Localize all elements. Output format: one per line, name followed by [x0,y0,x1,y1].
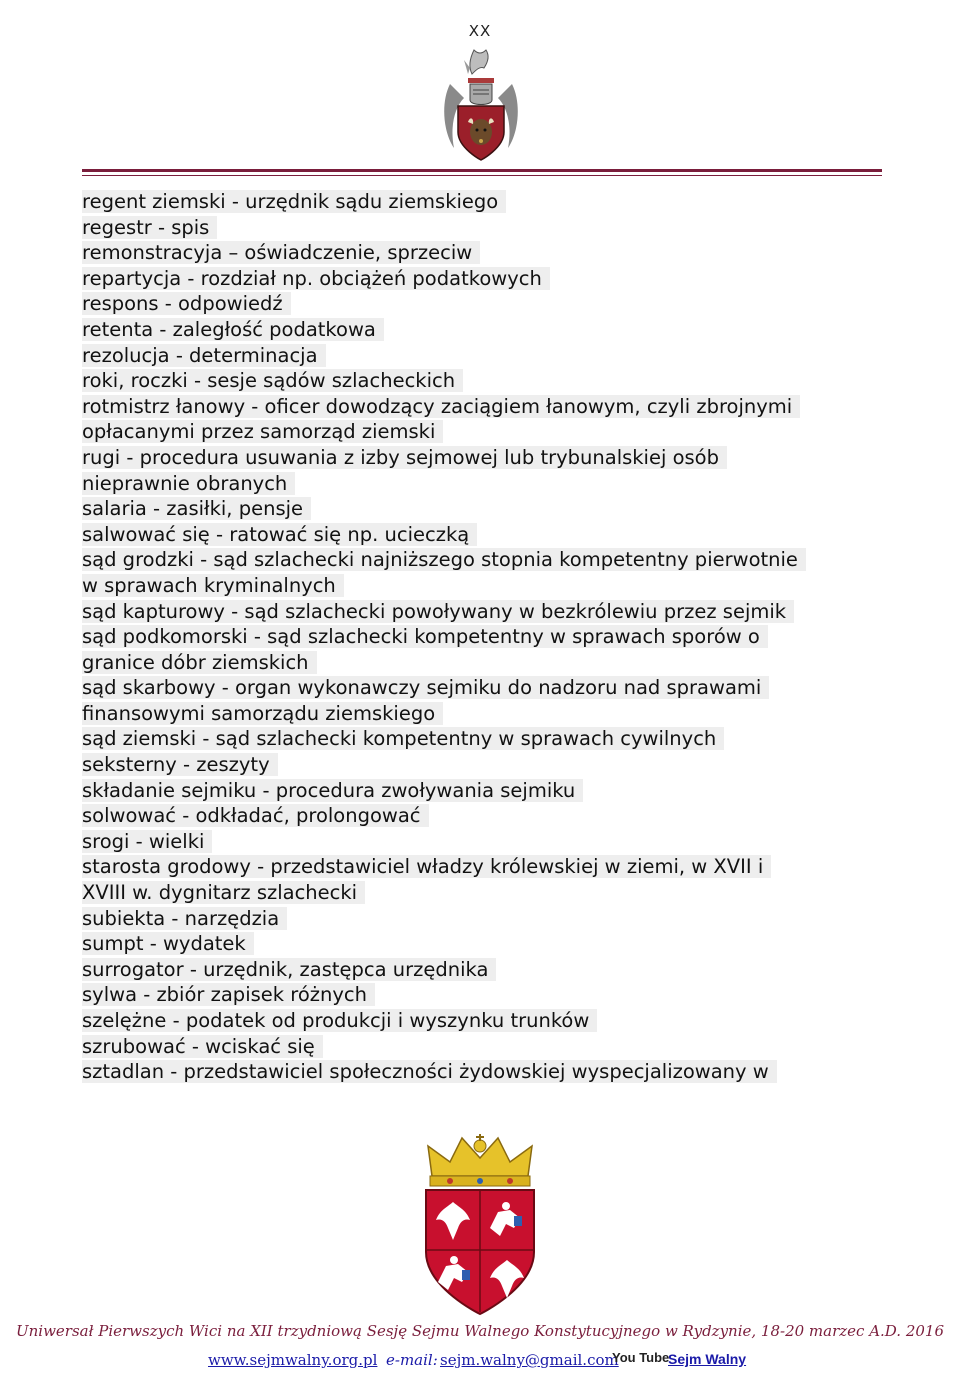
glossary-line: salwować się - ratować się np. ucieczką [82,522,882,548]
footer-title: Uniwersał Pierwszych Wici na XII trzydniową Sesję Sejmu Walnego Konstytucyjnego w Rydzynie, 18-20 marzec A.D. 2016 [15,1322,945,1340]
glossary-line: roki, roczki - sesje sądów szlacheckich [82,368,882,394]
glossary-line: solwować - odkładać, prolongować [82,803,882,829]
glossary-line: sumpt - wydatek [82,931,882,957]
glossary-line: rotmistrz łanowy - oficer dowodzący zaciągiem łanowym, czyli zbrojnymi [82,394,882,420]
glossary-line: opłacanymi przez samorząd ziemski [82,419,882,445]
email-label: e-mail: [386,1351,438,1369]
glossary-line: repartycja - rozdział np. obciążeń podatkowych [82,266,882,292]
family-crest-icon [440,44,522,164]
glossary-line: sąd podkomorski - sąd szlachecki kompetentny w sprawach sporów o [82,624,882,650]
header-rule [82,169,882,172]
glossary-line: sąd skarbowy - organ wykonawczy sejmiku do nadzoru nad sprawami [82,675,882,701]
footer-links [208,1347,808,1373]
email-link[interactable]: sejm.walny@gmail.com [440,1351,619,1369]
glossary-line: rezolucja - determinacja [82,343,882,369]
glossary-line: szelężne - podatek od produkcji i wyszynku trunków [82,1008,882,1034]
glossary-line: XVIII w. dygnitarz szlachecki [82,880,882,906]
glossary-line: w sprawach kryminalnych [82,573,882,599]
glossary-line: seksterny - zeszyty [82,752,882,778]
glossary-line: sąd ziemski - sąd szlachecki kompetentny w sprawach cywilnych [82,726,882,752]
glossary-line: remonstracyja – oświadczenie, sprzeciw [82,240,882,266]
glossary-line: salaria - zasiłki, pensje [82,496,882,522]
glossary [82,189,882,1085]
website-link[interactable]: www.sejmwalny.org.pl [208,1351,378,1369]
glossary-line: sztadlan - przedstawiciel społeczności żydowskiej wyspecjalizowany w [82,1059,882,1085]
glossary-line: nieprawnie obranych [82,471,882,497]
glossary-line: srogi - wielki [82,829,882,855]
coat-of-arms-icon [410,1132,550,1317]
youtube-logo-icon[interactable] [612,1347,670,1367]
channel-link[interactable]: Sejm Walny [668,1351,747,1367]
glossary-line: subiekta - narzędzia [82,906,882,932]
glossary-line: składanie sejmiku - procedura zwoływania sejmiku [82,778,882,804]
glossary-line: sąd grodzki - sąd szlachecki najniższego stopnia kompetentny pierwotnie [82,547,882,573]
glossary-line: regestr - spis [82,215,882,241]
header-rule-thin [82,175,882,176]
page-number: XX [468,22,492,40]
glossary-line: sylwa - zbiór zapisek różnych [82,982,882,1008]
glossary-line: starosta grodowy - przedstawiciel władzy królewskiej w ziemi, w XVII i [82,854,882,880]
glossary-line: szrubować - wciskać się [82,1034,882,1060]
glossary-line: rugi - procedura usuwania z izby sejmowej lub trybunalskiej osób [82,445,882,471]
glossary-line: granice dóbr ziemskich [82,650,882,676]
glossary-line: sąd kapturowy - sąd szlachecki powoływany w bezkrólewiu przez sejmik [82,599,882,625]
glossary-line: retenta - zaległość podatkowa [82,317,882,343]
glossary-line: respons - odpowiedź [82,291,882,317]
glossary-line: regent ziemski - urzędnik sądu ziemskiego [82,189,882,215]
glossary-line: finansowymi samorządu ziemskiego [82,701,882,727]
youtube-label: You Tube [612,1350,670,1365]
glossary-line: surrogator - urzędnik, zastępca urzędnika [82,957,882,983]
